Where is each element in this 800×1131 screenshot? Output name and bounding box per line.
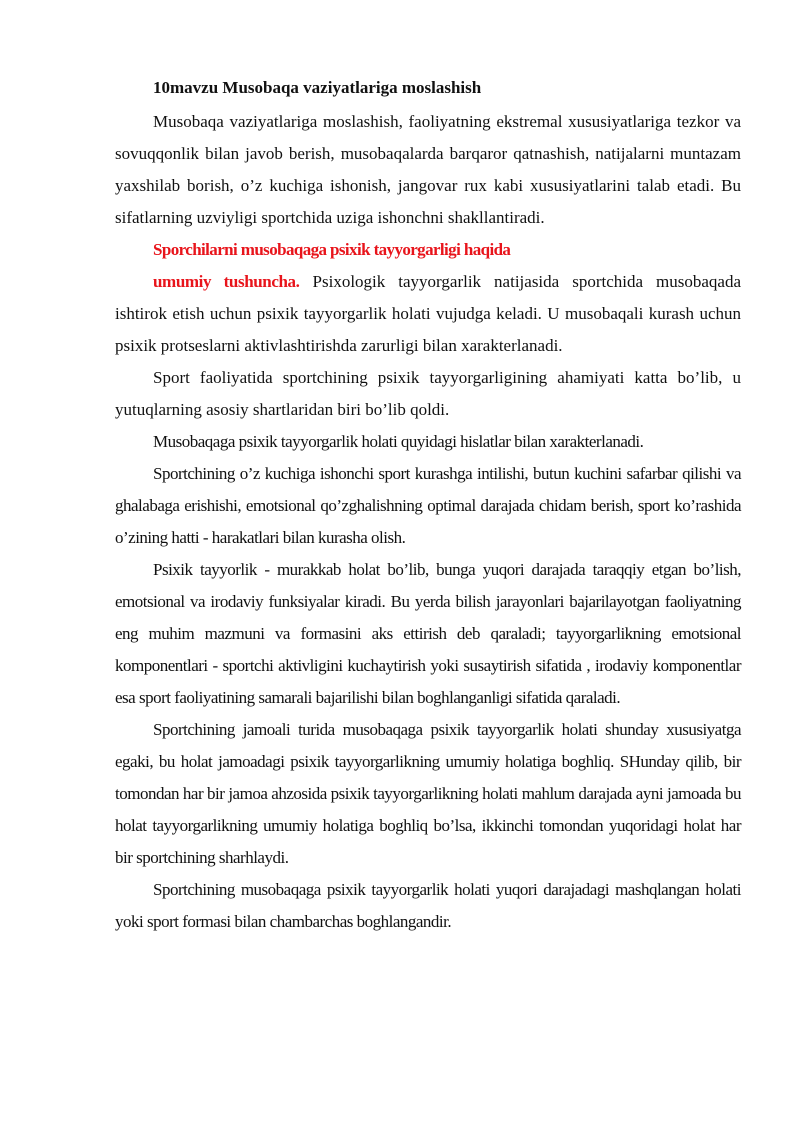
paragraph-sport-form: Sportchining musobaqaga psixik tayyorgarlik holati yuqori darajadagi mashqlangan holati yoki sport formasi bilan chambarchas boghlangandir. bbox=[115, 880, 741, 931]
section-heading-red-continuation: umumiy tushuncha. bbox=[153, 272, 300, 291]
section-heading-red: Sporchilarni musobaqaga psixik tayyorgarligi haqida bbox=[153, 240, 511, 259]
paragraph-self-confidence: Sportchining o’z kuchiga ishonchi sport kurashga intilishi, butun kuchini safarbar qilishi va ghalabaga erishishi, emotsional qo’zghalishning optimal darajada chidam berish, sport ko’rashida o’zining hatti - harakatlari bilan kurasha olish. bbox=[115, 464, 741, 547]
document-page bbox=[115, 76, 741, 938]
paragraph-adaptation: Musobaqa vaziyatlariga moslashish, faoliyatning ekstremal xususiyatlariga tezkor va sovuqqonlik bilan javob berish, musobaqalarda barqaror qatnashish, natijalarni muntazam yaxshilab borish, o’z kuchiga ishonish, jangovar rux kabi xususiyatlarini talab etadi. Bu sifatlarning uzviyligi sportchida uziga ishonchni shakllantiradi. bbox=[115, 112, 741, 227]
paragraph-general-concept-text: Psixologik tayyorgarlik natijasida sportchida musobaqada ishtirok etish uchun psixik tayyorgarlik holati vujudga keladi. U musobaqali kurash uchun psixik protseslarni aktivlashtirishda zarurligi bilan xarakterlanadi. bbox=[115, 272, 742, 355]
paragraph-psychic-readiness: Psixik tayyorlik - murakkab holat bo’lib, bunga yuqori darajada taraqqiy etgan bo’lish, emotsional va irodaviy funksiyalar kiradi. Bu yerda bilish jarayonlari bajarilayotgan faoliyatning eng muhim mazmuni va formasini aks ettirish deb qaraladi; tayyorgarlikning emotsional komponentlari - sportchi aktivligini kuchaytirish yoki susaytirish sifatida , irodaviy komponentlar esa sport faoliyatining samarali bajarilishi bilan boghlanganligi sifatida qaraladi. bbox=[115, 560, 741, 707]
paragraph-importance: Sport faoliyatida sportchining psixik tayyorgarligining ahamiyati katta bo’lib, u yutuqlarning asosiy shartlaridan biri bo’lib qoldi. bbox=[115, 368, 741, 419]
topic-title: 10mavzu Musobaqa vaziyatlariga moslashish bbox=[153, 78, 482, 97]
paragraph-general-concept bbox=[115, 266, 741, 362]
paragraph-characteristics-intro: Musobaqaga psixik tayyorgarlik holati quyidagi hislatlar bilan xarakterlanadi. bbox=[153, 432, 644, 451]
paragraph-team-sports: Sportchining jamoali turida musobaqaga psixik tayyorgarlik holati shunday xususiyatga egaki, bu holat jamoadagi psixik tayyorgarlikning umumiy holatiga boghliq. SHunday qilib, bir tomondan har bir jamoa ahzosida psixik tayyorgarlikning holati mahlum darajada ayni jamoada bu holat tayyorgarlikning umumiy holatiga boghliq bo’lsa, ikkinchi tomondan yuqoridagi holat har bir sportchining sharhlaydi. bbox=[115, 720, 741, 867]
